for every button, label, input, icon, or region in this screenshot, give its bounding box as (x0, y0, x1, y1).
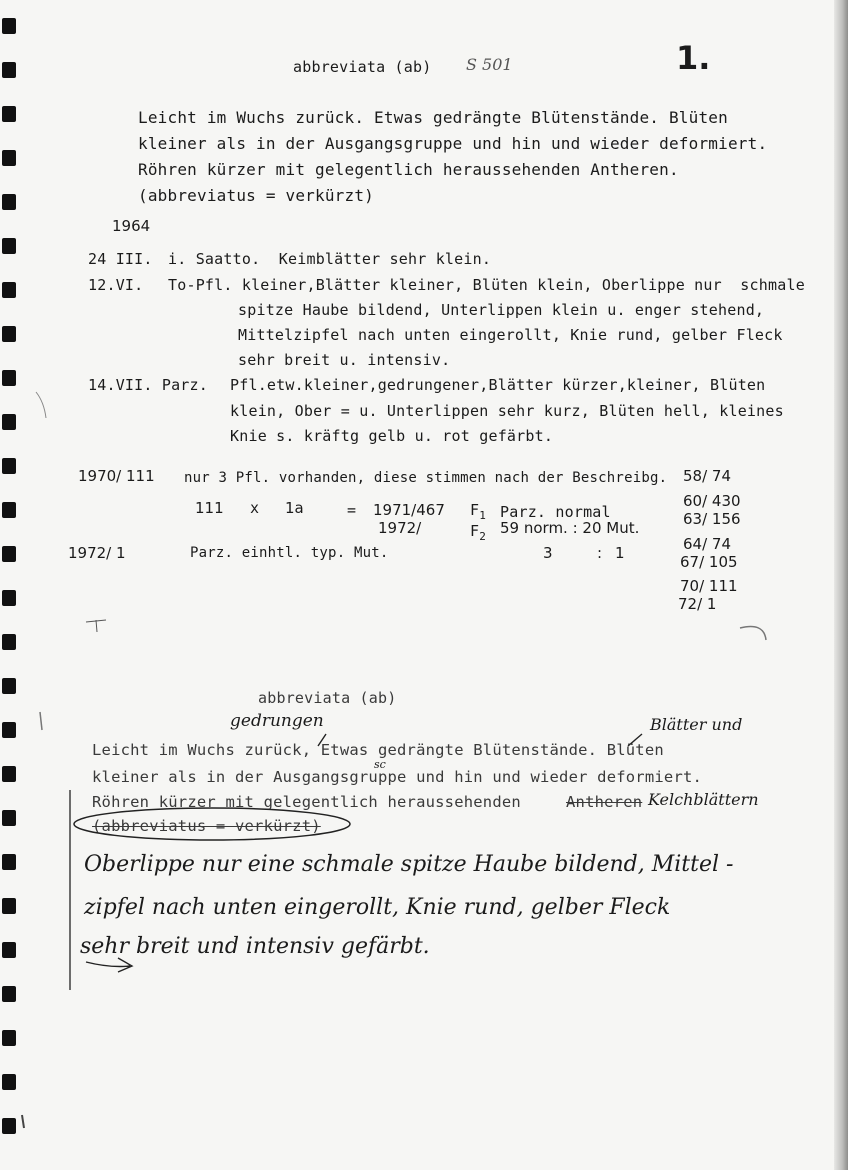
handwritten-line: Oberlippe nur eine schmale spitze Haube bildend, Mittel - (84, 852, 734, 877)
handwritten-insert: Blätter und (650, 715, 743, 734)
record-date: 1970/ 111 (78, 467, 155, 485)
cross-result-1: 1971/467 (373, 501, 445, 519)
record-text: nur 3 Pfl. vorhanden, diese stimmen nach der Beschreibg. (184, 470, 668, 486)
margin-entry: 70/ 111 (680, 577, 738, 595)
ratio-separator: : (597, 544, 603, 562)
log-text: To-Pfl. kleiner,Blätter kleiner, Blüten klein, Oberlippe nur schmale (168, 276, 805, 294)
margin-entry: 63/ 156 (683, 510, 741, 528)
log-date: 12.VI. (88, 276, 144, 294)
log-text: klein, Ober = u. Unterlippen sehr kurz, Blüten hell, kleines (230, 402, 784, 420)
carbon-line: Leicht im Wuchs zurück, Etwas gedrängte Blütenstände. Blüten (92, 741, 664, 759)
log-text: i. Saatto. Keimblätter sehr klein. (168, 250, 492, 268)
log-date: 24 III. (88, 250, 153, 268)
description-line: kleiner als in der Ausgangsgruppe und hin und wieder deformiert. (138, 134, 768, 153)
generation-label: $F_2$ (470, 522, 487, 543)
generation-result: Parz. normal (500, 503, 611, 521)
generation-label: $F_1$ (470, 501, 487, 522)
cross-equals: = (347, 501, 357, 519)
year-label: 1964 (112, 217, 151, 235)
log-text: Pfl.etw.kleiner,gedrungener,Blätter kürzer,kleiner, Blüten (230, 376, 766, 394)
handwritten-line: sehr breit und intensiv gefärbt. (80, 934, 430, 959)
record-date: 1972/ 1 (68, 544, 126, 562)
cross-parent-b: 1a (285, 499, 304, 517)
carbon-title: abbreviata (ab) (258, 689, 397, 707)
margin-entry: 67/ 105 (680, 553, 738, 571)
ratio-value: 3 (543, 544, 553, 562)
carbon-line: Röhren kürzer mit gelegentlich heraussehenden (92, 793, 521, 811)
cross-result-2: 1972/ (378, 519, 422, 537)
log-text: Knie s. kräftg gelb u. rot gefärbt. (230, 427, 554, 445)
margin-entry: 58/ 74 (683, 467, 731, 485)
cross-parent-a: 111 (195, 499, 224, 517)
specimen-code: S 501 (466, 55, 513, 74)
handwritten-line: zipfel nach unten eingerollt, Knie rund, gelber Fleck (84, 895, 671, 920)
margin-entry: 64/ 74 (683, 535, 731, 553)
log-date: 14.VII. Parz. (88, 376, 208, 394)
ratio-value: 1 (615, 544, 625, 562)
handwritten-insert: Kelchblättern (648, 790, 759, 809)
generation-result: 59 norm. : 20 Mut. (500, 519, 640, 537)
struck-word: Antheren (566, 793, 643, 811)
struck-line: (abbreviatus = verkürzt) (92, 817, 321, 835)
record-text: Parz. einhtl. typ. Mut. (190, 545, 389, 561)
handwritten-insert: sc (374, 758, 386, 771)
margin-entry: 60/ 430 (683, 492, 741, 510)
handwritten-insert: gedrungen (230, 711, 324, 731)
log-text: Mittelzipfel nach unten eingerollt, Knie rund, gelber Fleck (238, 326, 783, 344)
description-line: (abbreviatus = verkürzt) (138, 186, 374, 205)
carbon-line: kleiner als in der Ausgangsgruppe und hin und wieder deformiert. (92, 768, 703, 786)
page-number: 1. (676, 39, 711, 77)
cross-symbol: x (250, 499, 260, 517)
description-line: Röhren kürzer mit gelegentlich heraussehenden Antheren. (138, 160, 679, 179)
log-text: sehr breit u. intensiv. (238, 351, 451, 369)
description-line: Leicht im Wuchs zurück. Etwas gedrängte Blütenstände. Blüten (138, 108, 728, 127)
margin-entry: 72/ 1 (678, 595, 717, 613)
log-text: spitze Haube bildend, Unterlippen klein u. enger stehend, (238, 301, 765, 319)
page-title: abbreviata (ab) (293, 58, 432, 76)
